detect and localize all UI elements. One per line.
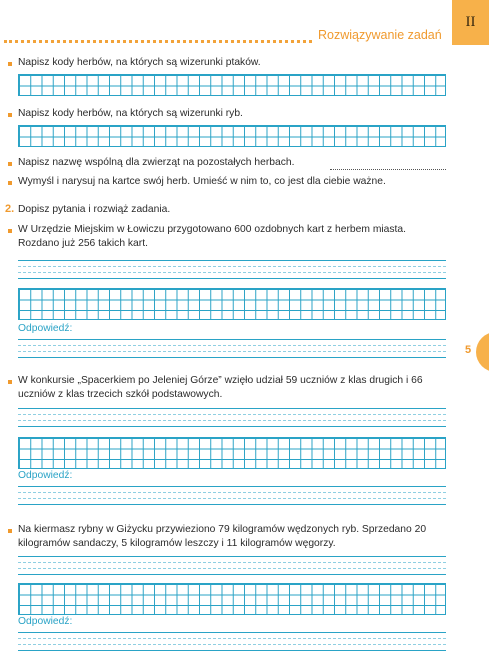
answer-line[interactable] [18, 492, 446, 493]
answer-grid-birds[interactable] [18, 74, 446, 96]
answer-line[interactable] [18, 345, 446, 346]
task-common-name-text: Napisz nazwę wspólną dla zwierząt na pozostałych herbach. [18, 157, 295, 168]
page-number: 5 [465, 344, 472, 356]
question-line[interactable] [18, 260, 446, 261]
calculation-grid-3[interactable] [18, 583, 446, 615]
section-title: Rozwiązywanie zadań [318, 28, 442, 42]
task-number: 2. [5, 203, 15, 215]
bullet [8, 229, 12, 233]
question-line[interactable] [18, 266, 446, 267]
task-2-title: Dopisz pytania i rozwiąż zadania. [18, 204, 171, 215]
bullet [8, 62, 12, 66]
question-line[interactable] [18, 568, 446, 569]
question-line[interactable] [18, 574, 446, 575]
question-line[interactable] [18, 556, 446, 557]
page-tab [476, 332, 489, 372]
calculation-grid-1[interactable] [18, 288, 446, 320]
answer-line[interactable] [18, 504, 446, 505]
bullet [8, 113, 12, 117]
problem-1-text: W Urzędzie Miejskim w Łowiczu przygotowano 600 ozdobnych kart z herbem miasta. Rozdano już 256 takich kart. [18, 224, 407, 249]
answer-line[interactable] [18, 351, 446, 352]
question-line[interactable] [18, 272, 446, 273]
header-dotted-rule [4, 40, 312, 43]
question-line[interactable] [18, 278, 446, 279]
answer-line[interactable] [18, 632, 446, 633]
question-line[interactable] [18, 562, 446, 563]
bullet [8, 162, 12, 166]
problem-2-text: W konkursie „Spacerkiem po Jeleniej Górze” wzięło udział 59 uczniów z klas drugich i 66 uczniów z klas trzecich szkół podstawowych. [18, 375, 423, 400]
problem-3-text: Na kiermasz rybny w Giżycku przywieziono 79 kilogramów wędzonych ryb. Sprzedano 20 kilogramów sandaczy, 5 kilogramów leszczy i 11 kilogramów węgorzy. [18, 524, 427, 549]
question-line[interactable] [18, 426, 446, 427]
chapter-tab [452, 0, 489, 45]
calculation-grid-2[interactable] [18, 437, 446, 469]
answer-line[interactable] [18, 644, 446, 645]
bullet [8, 380, 12, 384]
answer-line[interactable] [18, 650, 446, 651]
task-draw-text: Wymyśl i narysuj na kartce swój herb. Umieść w nim to, co jest dla ciebie ważne. [18, 176, 386, 187]
question-line[interactable] [18, 414, 446, 415]
answer-line[interactable] [18, 357, 446, 358]
answer-line[interactable] [18, 638, 446, 639]
chapter-numeral: II [465, 14, 476, 30]
answer-label: Odpowiedź: [18, 323, 73, 334]
bullet [8, 181, 12, 185]
answer-dotted-line[interactable] [330, 169, 446, 170]
answer-line[interactable] [18, 339, 446, 340]
task-fish-text: Napisz kody herbów, na których są wizerunki ryb. [18, 108, 243, 119]
answer-label: Odpowiedź: [18, 470, 73, 481]
question-line[interactable] [18, 408, 446, 409]
bullet [8, 529, 12, 533]
answer-label: Odpowiedź: [18, 616, 73, 627]
task-birds-text: Napisz kody herbów, na których są wizerunki ptaków. [18, 57, 261, 68]
answer-line[interactable] [18, 486, 446, 487]
question-line[interactable] [18, 420, 446, 421]
answer-line[interactable] [18, 498, 446, 499]
answer-grid-fish[interactable] [18, 125, 446, 147]
